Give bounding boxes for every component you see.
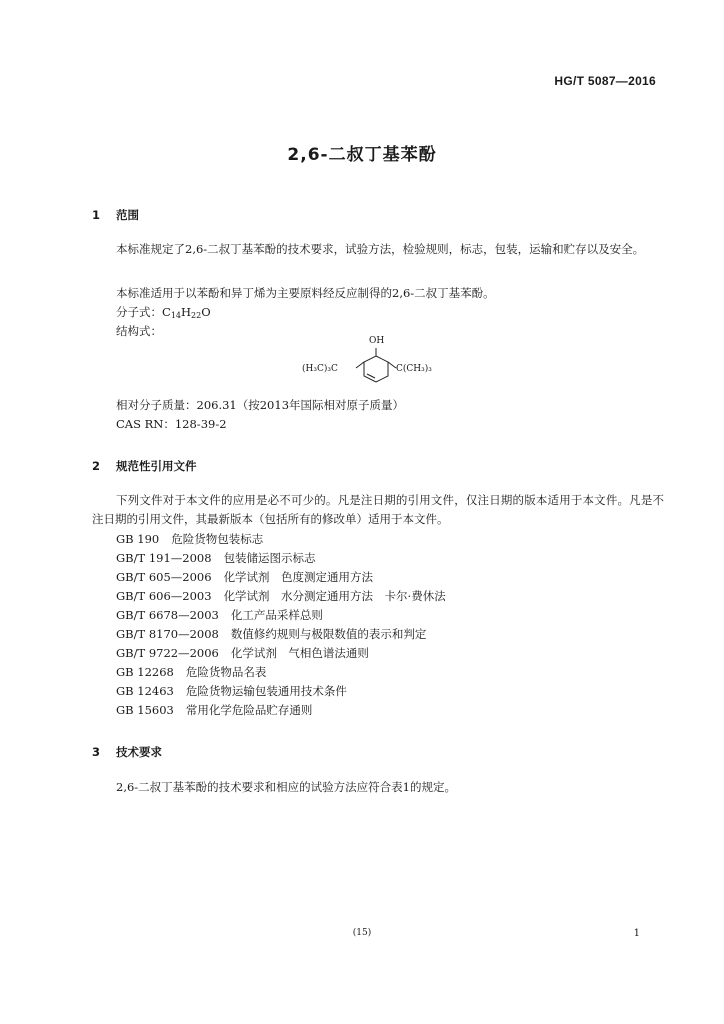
reference-code: GB 15603	[116, 703, 174, 717]
reference-code: GB 190	[116, 532, 160, 546]
structural-formula	[296, 338, 476, 388]
reference-item	[116, 683, 347, 699]
reference-code: GB/T 9722—2006	[116, 646, 219, 660]
reference-title: 化学试剂 水分测定通用方法 卡尔·费休法	[223, 589, 446, 603]
reference-item	[116, 664, 266, 680]
reference-title: 数值修约规则与极限数值的表示和判定	[230, 627, 427, 641]
reference-item	[116, 531, 263, 547]
reference-code: GB/T 606—2003	[116, 589, 212, 603]
formula-c-subscript: 14	[170, 311, 181, 320]
document-title: 2,6-二叔丁基苯酚	[287, 145, 437, 165]
reference-title: 包装储运图示标志	[223, 551, 316, 565]
section-number: 2	[92, 459, 101, 473]
reference-item	[116, 645, 369, 661]
reference-item	[116, 626, 426, 642]
right-tert-butyl-label: C(CH₃)₃	[396, 364, 432, 374]
left-tert-butyl-label: (H₃C)₃C	[302, 364, 338, 374]
reference-code: GB/T 8170—2008	[116, 627, 219, 641]
section-number: 3	[92, 745, 101, 759]
reference-code: GB/T 191—2008	[116, 551, 212, 565]
technical-requirements-paragraph: 2,6-二叔丁基苯酚的技术要求和相应的试验方法应符合表1的规定。	[116, 780, 456, 794]
benzene-ring-drawing	[296, 338, 476, 388]
reference-title: 危险货物品名表	[185, 665, 267, 679]
reference-item	[116, 550, 316, 566]
cas-number: CAS RN：128-39-2	[116, 417, 227, 431]
scope-paragraph-1: 本标准规定了2,6-二叔丁基苯酚的技术要求，试验方法，检验规则，标志，包装，运输和贮存以及安全。	[116, 242, 645, 256]
reference-item	[116, 702, 312, 718]
section-1-heading	[92, 207, 139, 223]
reference-title: 化工产品采样总则	[230, 608, 323, 622]
reference-item	[116, 588, 446, 604]
reference-title: 化学试剂 色度测定通用方法	[223, 570, 374, 584]
reference-title: 常用化学危险品贮存通则	[185, 703, 313, 717]
reference-title: 危险货物运输包装通用技术条件	[185, 684, 347, 698]
footer-center-number: (15)	[352, 928, 372, 938]
reference-code: GB 12268	[116, 665, 174, 679]
formula-c: C	[162, 305, 171, 319]
reference-title: 化学试剂 气相色谱法通则	[230, 646, 369, 660]
reference-title: 危险货物包装标志	[171, 532, 264, 546]
reference-item	[116, 607, 323, 623]
section-title: 技术要求	[116, 745, 162, 759]
normative-references-paragraph: 下列文件对于本文件的应用是必不可少的。凡是注日期的引用文件，仅注日期的版本适用于本文件。凡是不注日期的引用文件，其最新版本（包括所有的修改单）适用于本文件。	[92, 493, 664, 526]
standard-code: HG/T 5087—2016	[554, 74, 656, 88]
section-number: 1	[92, 208, 101, 222]
section-2-heading	[92, 458, 197, 474]
reference-item	[116, 569, 373, 585]
relative-molecular-mass: 相对分子质量：206.31（按2013年国际相对原子质量）	[116, 398, 405, 412]
section-title: 范围	[116, 208, 139, 222]
page-number: 1	[633, 928, 640, 939]
scope-paragraph-2: 本标准适用于以苯酚和异丁烯为主要原料经反应制得的2,6-二叔丁基苯酚。	[116, 286, 495, 300]
formula-label: 分子式：	[116, 305, 162, 319]
formula-o: O	[201, 305, 211, 319]
structure-label: 结构式：	[116, 324, 162, 338]
formula-h: H	[181, 305, 192, 319]
reference-code: GB 12463	[116, 684, 174, 698]
formula-h-subscript: 22	[191, 311, 202, 320]
section-3-heading	[92, 744, 162, 760]
reference-code: GB/T 6678—2003	[116, 608, 219, 622]
section-title: 规范性引用文件	[116, 459, 197, 473]
hydroxyl-label: OH	[369, 336, 385, 346]
reference-code: GB/T 605—2006	[116, 570, 212, 584]
